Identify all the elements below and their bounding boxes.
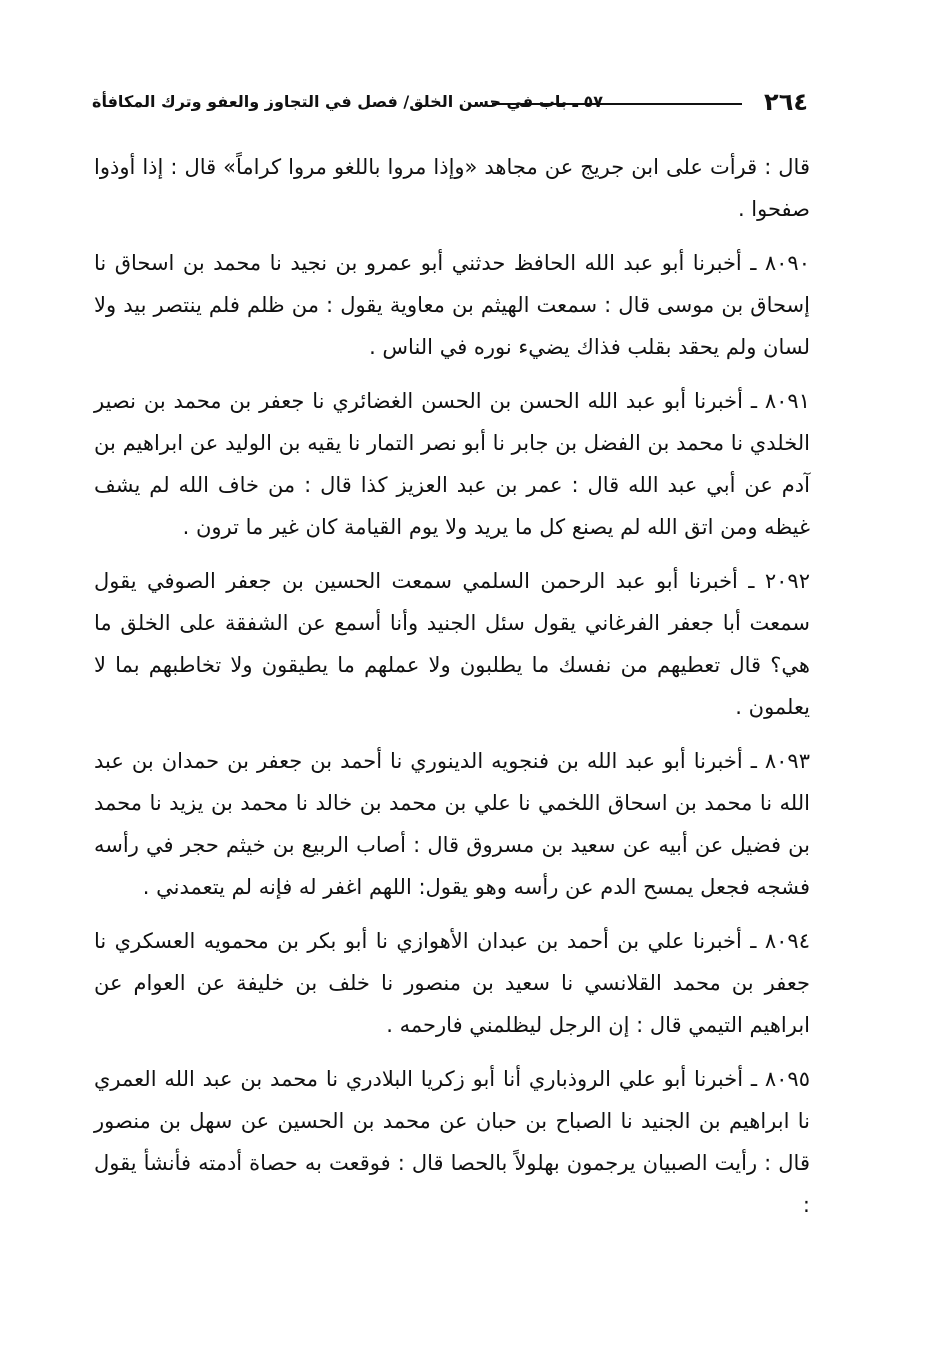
entry-text: ـ أخبرنا علي بن أحمد بن عبدان الأهوازي نا أبو بكر بن محمويه العسكري نا جعفر بن محمد القلانسي نا سعيد بن منصور نا خلف بن خليفة عن العوام عن ابراهيم التيمي قال : إن الرجل ليظلمني فارحمه .: [94, 929, 810, 1037]
entry-text: ـ أخبرنا أبو عبد الله الحسن بن الحسن الغضائري نا جعفر بن محمد بن نصير الخلدي نا محمد بن الفضل بن جابر نا أبو نصر التمار نا يقيه بن الوليد عن ابراهيم بن آدم عن أبي عبد الله قال : عمر بن عبد العزيز كذا قال : من خاف الله لم يشف غيظه ومن اتق الله لم يصنع كل ما يريد ولا يوم القيامة كان غير ما ترون .: [94, 389, 810, 539]
intro-paragraph: قال : قرأت على ابن جريج عن مجاهد «وإذا مروا باللغو مروا كراماً» قال : إذا أوذوا صفحوا .: [94, 155, 810, 221]
entry-number: ٨٠٩٣: [764, 749, 810, 773]
entry-text: ـ أخبرنا أبو علي الروذباري أنا أبو زكريا البلادري نا محمد بن عبد الله العمري نا ابراهيم بن الجنيد نا الصباح بن حبان عن محمد بن الحسين عن سهل بن منصور قال : رأيت الصبيان يرجمون بهلولاً بالحصا قال : فوقعت به حصاة أدمته فأنشأ يقول :: [94, 1067, 810, 1217]
running-head: ٥٧ ـ باب في حسن الخلق/ فصل في التجاوز والعفو وترك المكافأة: [92, 92, 604, 111]
entry-number: ٨٠٩٤: [764, 929, 810, 953]
entry-8090: [94, 242, 810, 368]
page-number: ٢٦٤: [764, 88, 808, 116]
page-header: [92, 84, 808, 124]
entry-text: ـ أخبرنا أبو عبد الرحمن السلمي سمعت الحسين بن جعفر الصوفي يقول سمعت أبا جعفر الفرغاني يقول سئل الجنيد وأنا أسمع عن الشفقة على الخلق ما هي؟ قال تعطيهم من نفسك ما يطلبون ولا عملهم ما يطيقون ولا تخاطبهم بما لا يعلمون .: [94, 569, 810, 719]
entry-8095: [94, 1058, 810, 1226]
entry-8093: [94, 740, 810, 908]
entry-text: ـ أخبرنا أبو عبد الله الحافظ حدثني أبو عمرو بن نجيد نا محمد بن اسحاق نا إسحاق بن موسى قال : سمعت الهيثم بن معاوية يقول : من ظلم فلم ينتصر بيد ولا لسان ولم يحقد بقلب فذاك يضيء نوره في الناس .: [94, 251, 810, 359]
entry-text: ـ أخبرنا أبو عبد الله بن فنجويه الدينوري نا أحمد بن جعفر بن حمدان بن عبد الله نا محمد بن اسحاق اللخمي نا علي بن محمد بن خالد نا محمد بن يزيد نا محمد بن فضيل عن أبيه عن سعيد بن مسروق قال : أصاب الربيع بن خيثم حجر في رأسه فشجه فجعل يمسح الدم عن رأسه وهو يقول: اللهم اغفر له فإنه لم يتعمدني .: [94, 749, 810, 899]
entry-number: ٨٠٩١: [764, 389, 810, 413]
entry-8091: [94, 380, 810, 548]
entry-8094: [94, 920, 810, 1046]
entry-8092: [94, 560, 810, 728]
page-body: [94, 146, 810, 1238]
entry-number: ٨٠٩٠: [764, 251, 810, 275]
entry-number: ٢٠٩٢: [764, 569, 810, 593]
entry-number: ٨٠٩٥: [764, 1067, 810, 1091]
